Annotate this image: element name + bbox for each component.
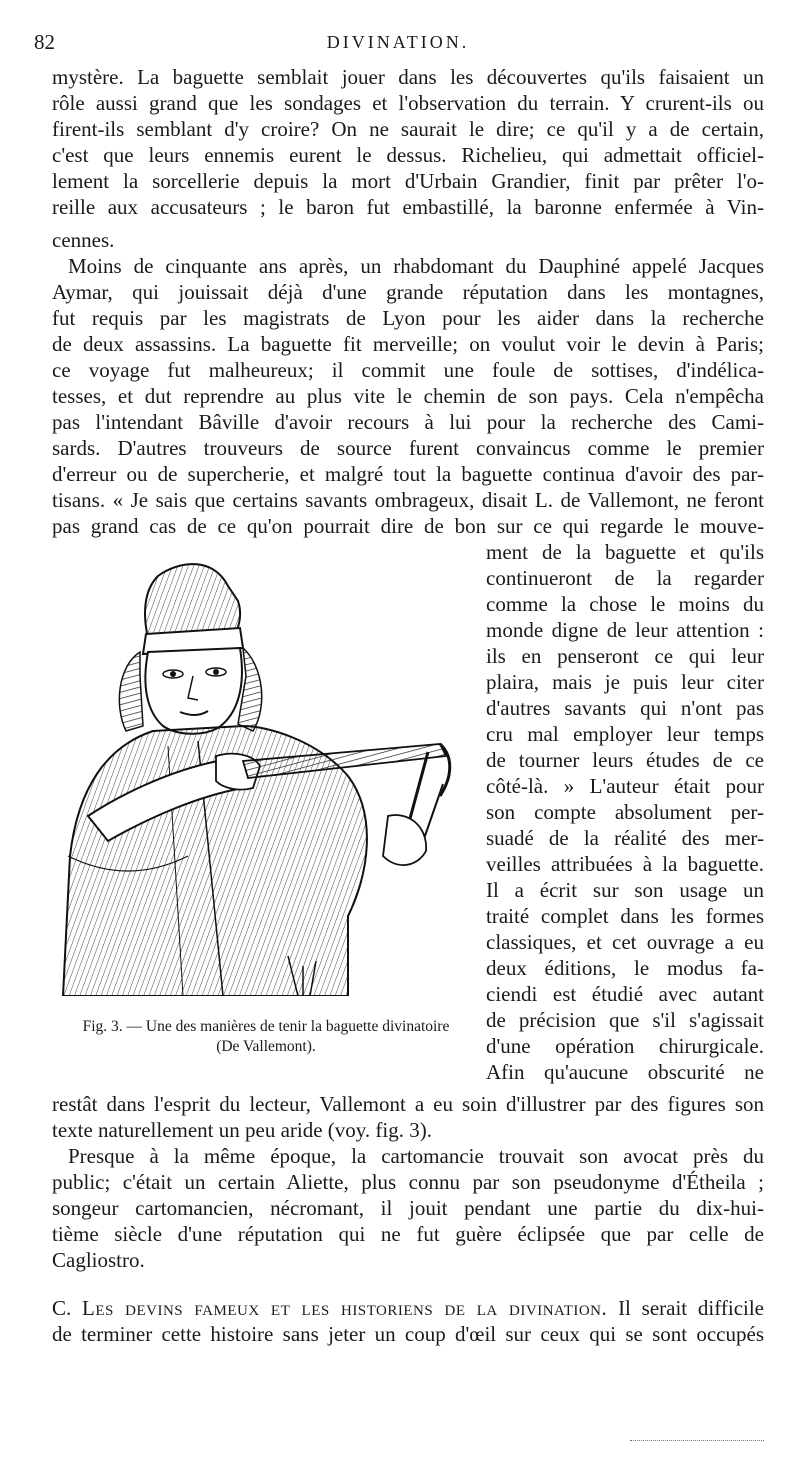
column-line: deux éditions, le modus fa-: [486, 956, 764, 980]
column-line: continueront de la regarder: [486, 566, 764, 590]
section-heading-line: [52, 1295, 764, 1321]
diviner-illustration: [48, 556, 488, 996]
running-title: DIVINATION.: [326, 32, 470, 52]
text-line: de terminer cette histoire sans jeter un coup d'œil sur ceux qui se sont occupés: [52, 1322, 764, 1346]
page-header: [34, 30, 762, 62]
text-line: c'est que leurs ennemis eurent le dessus. Richelieu, qui admettait officiel-: [52, 143, 764, 167]
column-line: comme la chose le moins du: [486, 592, 764, 616]
text-line: Aymar, qui jouissait déjà d'une grande réputation dans les montagnes,: [52, 280, 764, 304]
column-line: côté-là. » L'auteur était pour: [486, 774, 764, 798]
text-line: sards. D'autres trouveurs de source furent convaincus comme le premier: [52, 436, 764, 460]
text-line: lement la sorcellerie depuis la mort d'Urbain Grandier, finit par prêter l'o-: [52, 169, 764, 193]
text-line: pas grand cas de ce qu'on pourrait dire de bon sur ce qui regarde le mouve-: [52, 514, 764, 538]
column-line: d'autres savants qui n'ont pas: [486, 696, 764, 720]
footer-rule: [630, 1440, 764, 1441]
text-line: texte naturellement un peu aride (voy. fig. 3).: [52, 1118, 432, 1142]
section-letter: C.: [52, 1296, 72, 1320]
column-line: son compte absolument per-: [486, 800, 764, 824]
section-text: Il serait difficile: [618, 1296, 765, 1320]
text-line: de deux assassins. La baguette fit merveille; on voulut voir le devin à Paris;: [52, 332, 764, 356]
text-line: rôle aussi grand que les sondages et l'observation du terrain. Y crurent-ils ou: [52, 91, 764, 115]
column-line: de tourner leurs études de ce: [486, 748, 764, 772]
text-line: d'erreur ou de supercherie, et malgré tout la baguette continua d'avoir des par-: [52, 462, 764, 486]
text-line: ce voyage fut malheureux; il commit une foule de sottises, d'indélica-: [52, 358, 764, 382]
column-line: monde digne de leur attention :: [486, 618, 764, 642]
column-line: traité complet dans les formes: [486, 904, 764, 928]
text-line: cennes.: [52, 228, 115, 252]
section-heading: Les devins fameux et les historiens de la divination.: [82, 1296, 608, 1320]
column-line: d'une opération chirurgicale.: [486, 1034, 764, 1058]
engraving-figure: [48, 556, 488, 996]
column-line: cru mal employer leur temps: [486, 722, 764, 746]
text-line: songeur cartomancien, nécromant, il jouit pendant une partie du dix-hui-: [52, 1196, 764, 1220]
text-line: fut requis par les magistrats de Lyon pour les aider dans la recherche: [52, 306, 764, 330]
text-line: restât dans l'esprit du lecteur, Vallemont a eu soin d'illustrer par des figures son: [52, 1092, 764, 1116]
page-number: 82: [34, 30, 55, 54]
column-line: ils en penseront ce qui leur: [486, 644, 764, 668]
column-line: Afin qu'aucune obscurité ne: [486, 1060, 764, 1084]
text-line: tisans. « Je sais que certains savants ombrageux, disait L. de Vallemont, ne feront: [52, 488, 764, 512]
column-line: veilles attribuées à la baguette.: [486, 852, 764, 876]
figure-caption-line1: Fig. 3. — Une des manières de tenir la baguette divinatoire: [82, 1018, 450, 1035]
text-line: Presque à la même époque, la cartomancie trouvait son avocat près du: [68, 1144, 764, 1168]
column-line: de précision que s'il s'agissait: [486, 1008, 764, 1032]
text-line: reille aux accusateurs ; le baron fut embastillé, la baronne enfermée à Vin-: [52, 195, 764, 219]
column-line: ment de la baguette et qu'ils: [486, 540, 764, 564]
text-line: public; c'était un certain Aliette, plus connu par son pseudonyme d'Étheila ;: [52, 1170, 764, 1194]
text-line: Cagliostro.: [52, 1248, 145, 1272]
column-line: classiques, et cet ouvrage a eu: [486, 930, 764, 954]
text-line: tesses, et dut reprendre au plus vite le chemin de son pays. Cela n'empêcha: [52, 384, 764, 408]
text-line: tième siècle d'une réputation qui ne fut guère éclipsée que par celle de: [52, 1222, 764, 1246]
text-line: mystère. La baguette semblait jouer dans les découvertes qu'ils faisaient un: [52, 65, 764, 89]
text-line: Moins de cinquante ans après, un rhabdomant du Dauphiné appelé Jacques: [68, 254, 764, 278]
column-line: ciendi est étudié avec autant: [486, 982, 764, 1006]
column-line: plaira, mais je puis leur citer: [486, 670, 764, 694]
column-line: Il a écrit sur son usage un: [486, 878, 764, 902]
text-line: pas l'intendant Bâville d'avoir recours à lui pour la recherche des Cami-: [52, 410, 764, 434]
column-line: suadé de la réalité des mer-: [486, 826, 764, 850]
text-line: firent-ils semblant d'y croire? On ne saurait le dire; ce qu'il y a de certain,: [52, 117, 764, 141]
figure-caption-line2: (De Vallemont).: [216, 1038, 316, 1055]
